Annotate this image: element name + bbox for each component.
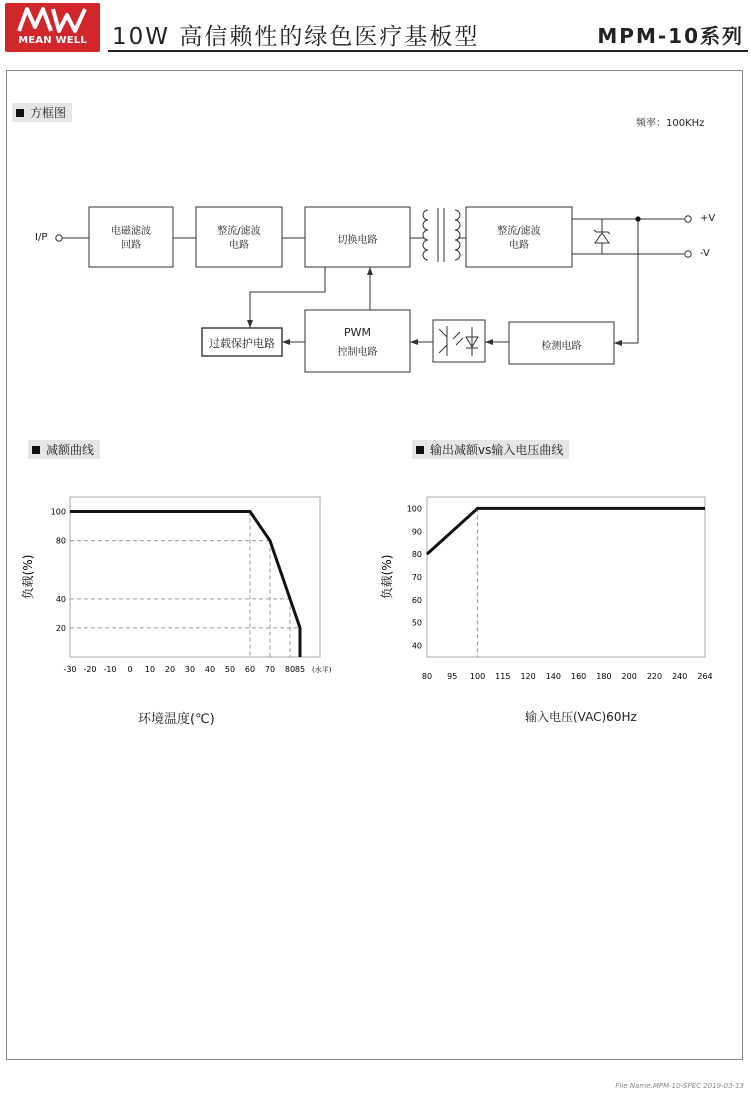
output-negative-label: -V (700, 248, 710, 259)
section-title: 减额曲线 (46, 443, 95, 457)
x-tick-label: 80 (284, 665, 296, 674)
section-title: 输出减额vs输入电压曲线 (430, 443, 564, 457)
y-tick-label: 40 (55, 594, 66, 604)
square-bullet-icon (32, 446, 40, 454)
input-derating-chart (375, 480, 750, 700)
output-positive-label: +V (700, 213, 716, 224)
y-tick-label: 100 (406, 504, 422, 514)
section-title: 方框图 (30, 106, 67, 120)
x-tick-label: 240 (672, 672, 688, 681)
section-input-derating (412, 440, 569, 459)
x-tick-label: 70 (264, 665, 276, 674)
pwm-control-label: 控制电路 (337, 347, 378, 358)
olp-label: 过载保护电路 (209, 337, 275, 350)
emi-filter-label: 电磁滤波 (111, 226, 151, 237)
x-tick-label: 50 (224, 665, 236, 674)
y-tick-label: 90 (411, 527, 422, 537)
x-tick-label: 40 (204, 665, 216, 674)
x-tick-label: 0 (127, 665, 133, 674)
x-tick-label: 10 (144, 665, 156, 674)
x-unit-label: (水平) (312, 666, 332, 674)
x-tick-label: 85 (294, 665, 306, 674)
x-tick-label: 60 (244, 665, 256, 674)
footer-file-info: File Name:MPM-10-SPEC 2019-03-13 (615, 1082, 744, 1090)
y-tick-label: 100 (50, 507, 66, 517)
rectifier-label-2: 整流/滤波 (497, 226, 541, 237)
x-tick-label: 200 (621, 672, 637, 681)
pwm-label: PWM (343, 326, 371, 339)
rectifier-label-2b: 电路 (509, 240, 529, 251)
x-tick-label: 220 (646, 672, 663, 681)
x-tick-label: -30 (63, 665, 77, 674)
x-tick-label: 140 (545, 672, 562, 681)
output-negative-terminal (685, 251, 691, 257)
input-terminal (56, 235, 62, 241)
x-tick-label: 120 (520, 672, 536, 681)
x-tick-label: 180 (596, 672, 612, 681)
output-positive-terminal (685, 216, 691, 222)
y-axis-label: 负载(%) (380, 554, 394, 600)
emi-filter-label-2: 回路 (121, 240, 141, 251)
y-axis-label: 负载(%) (21, 554, 35, 600)
series-line (70, 512, 300, 657)
document-title: 10W 高信赖性的绿色医疗基板型 (112, 24, 480, 50)
transformer-icon (423, 208, 460, 262)
pwm-box (305, 310, 410, 372)
x-tick-label: 264 (697, 672, 713, 681)
rectifier-label-1: 整流/滤波 (217, 226, 261, 237)
x-tick-label: -20 (83, 665, 97, 674)
x-tick-label: 95 (447, 672, 458, 681)
plot-area (427, 497, 705, 657)
y-tick-label: 70 (411, 573, 422, 582)
series-line (427, 508, 705, 554)
logo-text: MEAN WELL (18, 35, 87, 46)
y-tick-label: 80 (411, 550, 422, 560)
derating-chart (0, 480, 375, 700)
switching-label: 切换电路 (337, 235, 378, 246)
zener-diode-icon (594, 219, 610, 254)
derating-xlabel: 环境温度(℃) (138, 712, 215, 727)
section-block-diagram (12, 103, 72, 122)
square-bullet-icon (416, 446, 424, 454)
header-rule (108, 50, 748, 52)
x-tick-label: -10 (103, 665, 117, 674)
detect-label: 检测电路 (541, 341, 582, 352)
section-derating (28, 440, 100, 459)
y-tick-label: 60 (411, 595, 422, 605)
series-title: MPM-10系列 (597, 24, 744, 48)
frequency-label: 频率：100KHz (636, 118, 705, 129)
x-tick-label: 80 (421, 672, 433, 681)
junction-dot (635, 216, 640, 221)
optocoupler-box (433, 320, 485, 362)
x-tick-label: 115 (495, 672, 511, 681)
optocoupler-icon (439, 326, 478, 356)
y-tick-label: 20 (55, 623, 66, 633)
input-label: I/P (35, 232, 48, 243)
rectifier-label-1b: 电路 (229, 240, 249, 251)
y-tick-label: 40 (411, 641, 422, 651)
square-bullet-icon (16, 109, 24, 117)
logo-mw-mark (5, 3, 100, 37)
x-tick-label: 160 (570, 672, 587, 681)
x-tick-label: 20 (164, 665, 176, 674)
input-derating-xlabel: 输入电压(VAC)60Hz (525, 710, 637, 724)
y-tick-label: 50 (411, 618, 422, 628)
x-tick-label: 30 (184, 665, 196, 674)
y-tick-label: 80 (55, 536, 66, 546)
x-tick-label: 100 (469, 672, 486, 681)
